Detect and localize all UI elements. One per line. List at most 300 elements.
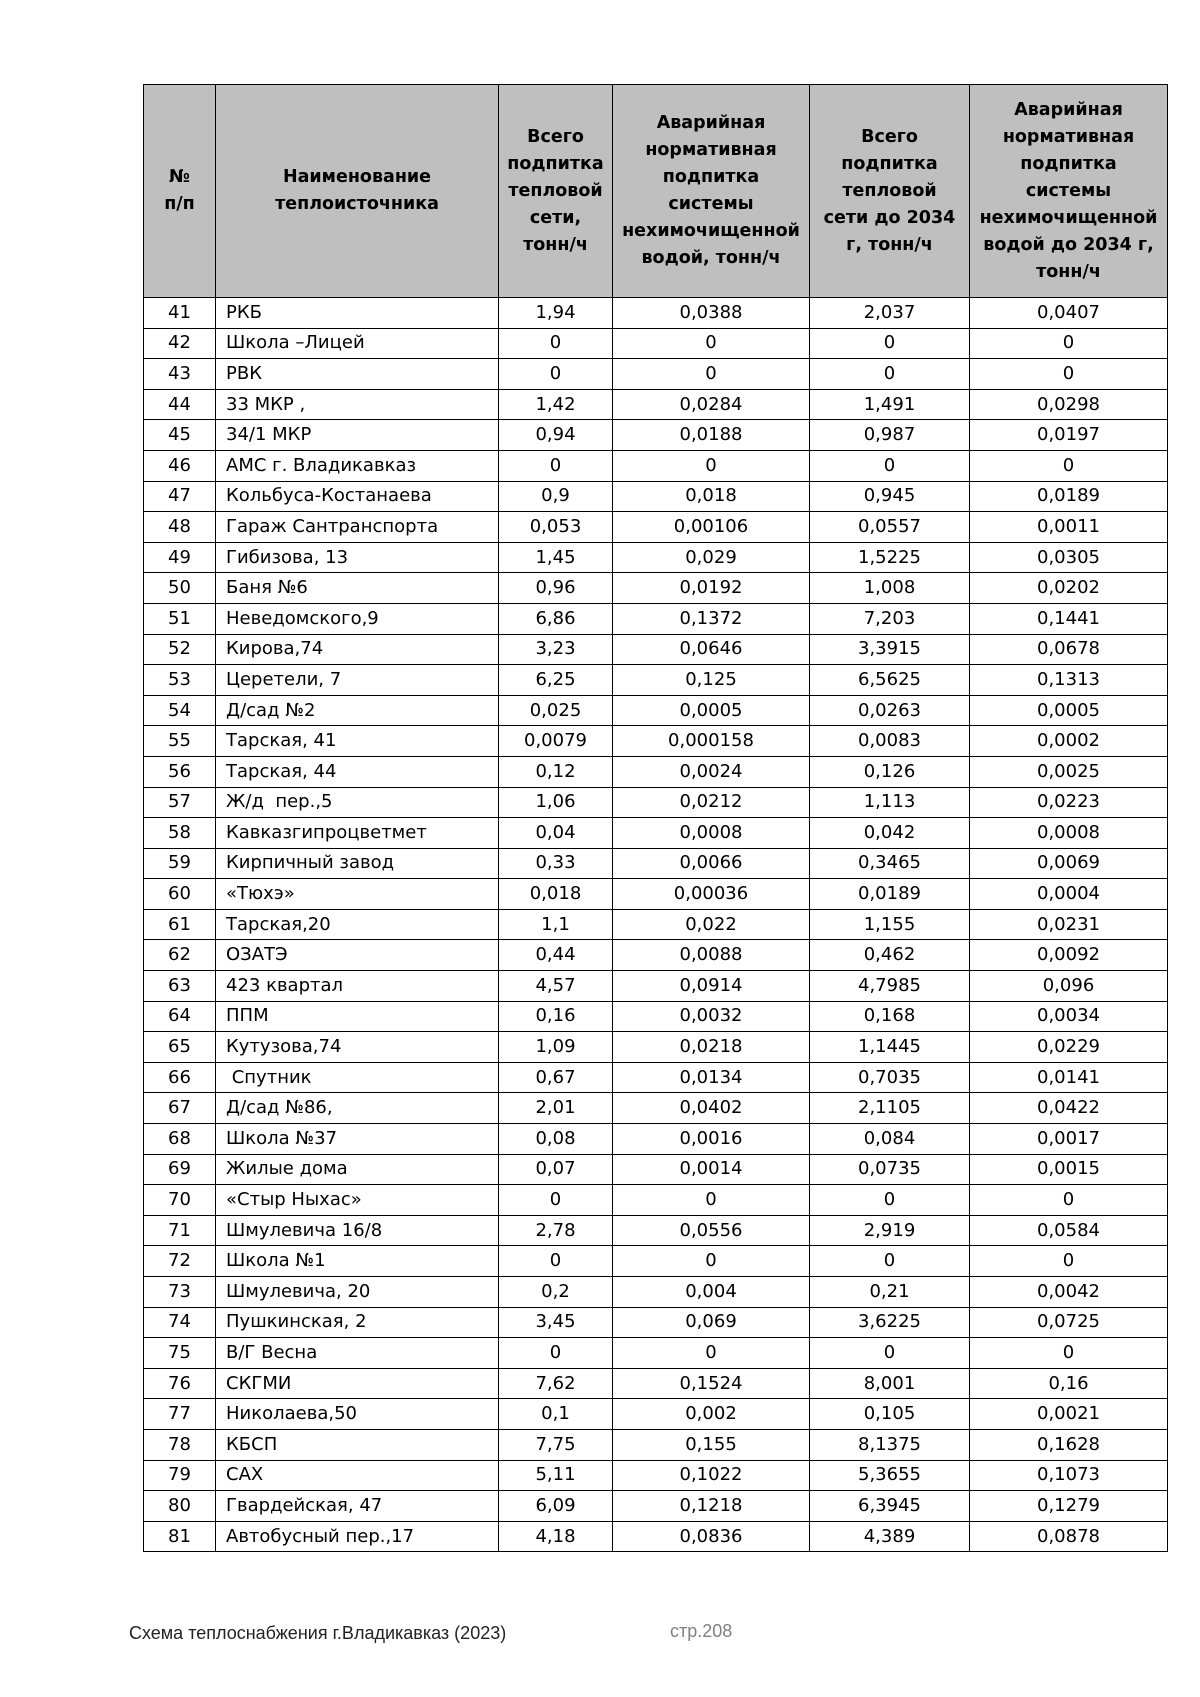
emergency-makeup-2034-cell: 0,1313 <box>970 665 1168 696</box>
emergency-makeup-2034-cell: 0,0197 <box>970 420 1168 451</box>
row-number-cell: 72 <box>144 1246 216 1277</box>
source-name-cell: Жилые дома <box>216 1154 499 1185</box>
total-makeup-cell: 0,96 <box>499 573 613 604</box>
emergency-makeup-2034-cell: 0,0042 <box>970 1277 1168 1308</box>
emergency-makeup-cell: 0 <box>613 450 810 481</box>
emergency-makeup-2034-cell: 0,0725 <box>970 1307 1168 1338</box>
emergency-makeup-cell: 0,0014 <box>613 1154 810 1185</box>
header-label: Всего подпитка тепловой сети, тонн/ч <box>507 126 604 255</box>
emergency-makeup-2034-cell: 0,0017 <box>970 1124 1168 1155</box>
total-makeup-cell: 1,09 <box>499 1032 613 1063</box>
source-name-cell: Кирпичный завод <box>216 848 499 879</box>
emergency-makeup-2034-cell: 0,0422 <box>970 1093 1168 1124</box>
table-header <box>144 85 1168 298</box>
emergency-makeup-cell: 0 <box>613 1246 810 1277</box>
total-makeup-2034-cell: 0,0189 <box>810 879 970 910</box>
footer-document-title: Схема теплоснабжения г.Владикавказ (2023) <box>129 1623 507 1643</box>
table-row <box>144 1307 1168 1338</box>
table-row <box>144 573 1168 604</box>
table-row <box>144 1124 1168 1155</box>
source-name-cell: Баня №6 <box>216 573 499 604</box>
row-number-cell: 71 <box>144 1215 216 1246</box>
source-name-cell: СКГМИ <box>216 1368 499 1399</box>
total-makeup-2034-cell: 0 <box>810 328 970 359</box>
header-cell-total-makeup <box>499 85 613 298</box>
row-number-cell: 50 <box>144 573 216 604</box>
emergency-makeup-2034-cell: 0,0011 <box>970 512 1168 543</box>
emergency-makeup-cell: 0,0402 <box>613 1093 810 1124</box>
total-makeup-2034-cell: 0 <box>810 450 970 481</box>
table-row <box>144 450 1168 481</box>
source-name-cell: ОЗАТЭ <box>216 940 499 971</box>
table-row <box>144 1032 1168 1063</box>
table-row <box>144 512 1168 543</box>
emergency-makeup-cell: 0,155 <box>613 1429 810 1460</box>
total-makeup-2034-cell: 0,0735 <box>810 1154 970 1185</box>
total-makeup-cell: 0 <box>499 1246 613 1277</box>
total-makeup-cell: 0,2 <box>499 1277 613 1308</box>
emergency-makeup-2034-cell: 0,0004 <box>970 879 1168 910</box>
header-label: Аварийная нормативная подпитка системы нехимочищенной водой, тонн/ч <box>622 113 800 268</box>
source-name-cell: «Тюхэ» <box>216 879 499 910</box>
table-row <box>144 971 1168 1002</box>
total-makeup-2034-cell: 0,042 <box>810 818 970 849</box>
emergency-makeup-2034-cell: 0 <box>970 1338 1168 1369</box>
emergency-makeup-cell: 0,1218 <box>613 1491 810 1522</box>
row-number-cell: 56 <box>144 756 216 787</box>
table-row <box>144 298 1168 329</box>
total-makeup-cell: 7,75 <box>499 1429 613 1460</box>
table-row <box>144 940 1168 971</box>
row-number-cell: 64 <box>144 1001 216 1032</box>
total-makeup-cell: 0 <box>499 1185 613 1216</box>
total-makeup-2034-cell: 1,155 <box>810 909 970 940</box>
total-makeup-cell: 0,12 <box>499 756 613 787</box>
table-row <box>144 1215 1168 1246</box>
total-makeup-2034-cell: 0,462 <box>810 940 970 971</box>
source-name-cell: Д/сад №86, <box>216 1093 499 1124</box>
emergency-makeup-2034-cell: 0,1279 <box>970 1491 1168 1522</box>
emergency-makeup-cell: 0,0192 <box>613 573 810 604</box>
row-number-cell: 68 <box>144 1124 216 1155</box>
emergency-makeup-cell: 0,0836 <box>613 1521 810 1552</box>
source-name-cell: Шмулевича 16/8 <box>216 1215 499 1246</box>
emergency-makeup-cell: 0,029 <box>613 542 810 573</box>
table-row <box>144 1368 1168 1399</box>
table-row <box>144 665 1168 696</box>
emergency-makeup-2034-cell: 0 <box>970 328 1168 359</box>
emergency-makeup-2034-cell: 0,0407 <box>970 298 1168 329</box>
emergency-makeup-cell: 0,0016 <box>613 1124 810 1155</box>
total-makeup-2034-cell: 1,008 <box>810 573 970 604</box>
source-name-cell: Гараж Сантранспорта <box>216 512 499 543</box>
total-makeup-2034-cell: 1,491 <box>810 389 970 420</box>
heat-source-table <box>143 84 1168 1552</box>
emergency-makeup-cell: 0,0005 <box>613 695 810 726</box>
table-row <box>144 481 1168 512</box>
emergency-makeup-2034-cell: 0,0223 <box>970 787 1168 818</box>
table-row <box>144 603 1168 634</box>
total-makeup-cell: 4,57 <box>499 971 613 1002</box>
table-row <box>144 389 1168 420</box>
emergency-makeup-2034-cell: 0,0069 <box>970 848 1168 879</box>
table-row <box>144 1093 1168 1124</box>
emergency-makeup-cell: 0,0212 <box>613 787 810 818</box>
table-row <box>144 1001 1168 1032</box>
emergency-makeup-cell: 0,1022 <box>613 1460 810 1491</box>
total-makeup-2034-cell: 0,168 <box>810 1001 970 1032</box>
row-number-cell: 57 <box>144 787 216 818</box>
total-makeup-2034-cell: 4,7985 <box>810 971 970 1002</box>
source-name-cell: Школа №37 <box>216 1124 499 1155</box>
source-name-cell: Церетели, 7 <box>216 665 499 696</box>
emergency-makeup-2034-cell: 0,096 <box>970 971 1168 1002</box>
header-cell-name <box>216 85 499 298</box>
table-row <box>144 1491 1168 1522</box>
row-number-cell: 67 <box>144 1093 216 1124</box>
total-makeup-cell: 0,04 <box>499 818 613 849</box>
emergency-makeup-2034-cell: 0,1073 <box>970 1460 1168 1491</box>
total-makeup-cell: 0,1 <box>499 1399 613 1430</box>
total-makeup-2034-cell: 2,037 <box>810 298 970 329</box>
source-name-cell: Тарская, 41 <box>216 726 499 757</box>
row-number-cell: 78 <box>144 1429 216 1460</box>
emergency-makeup-2034-cell: 0,16 <box>970 1368 1168 1399</box>
total-makeup-2034-cell: 0,0083 <box>810 726 970 757</box>
row-number-cell: 49 <box>144 542 216 573</box>
table-row <box>144 726 1168 757</box>
row-number-cell: 51 <box>144 603 216 634</box>
source-name-cell: 423 квартал <box>216 971 499 1002</box>
row-number-cell: 58 <box>144 818 216 849</box>
emergency-makeup-cell: 0,0388 <box>613 298 810 329</box>
emergency-makeup-2034-cell: 0,0878 <box>970 1521 1168 1552</box>
total-makeup-cell: 2,78 <box>499 1215 613 1246</box>
table-row <box>144 756 1168 787</box>
emergency-makeup-cell: 0,1524 <box>613 1368 810 1399</box>
total-makeup-cell: 0 <box>499 450 613 481</box>
total-makeup-2034-cell: 0 <box>810 1185 970 1216</box>
emergency-makeup-2034-cell: 0 <box>970 1246 1168 1277</box>
source-name-cell: 34/1 МКР <box>216 420 499 451</box>
emergency-makeup-2034-cell: 0 <box>970 1185 1168 1216</box>
source-name-cell: САХ <box>216 1460 499 1491</box>
total-makeup-cell: 1,06 <box>499 787 613 818</box>
emergency-makeup-cell: 0,00036 <box>613 879 810 910</box>
header-label: Наименование теплоисточника <box>275 167 439 214</box>
emergency-makeup-cell: 0,0024 <box>613 756 810 787</box>
table-row <box>144 542 1168 573</box>
row-number-cell: 65 <box>144 1032 216 1063</box>
total-makeup-cell: 0,67 <box>499 1062 613 1093</box>
row-number-cell: 70 <box>144 1185 216 1216</box>
table-row <box>144 1154 1168 1185</box>
total-makeup-cell: 6,86 <box>499 603 613 634</box>
emergency-makeup-2034-cell: 0 <box>970 359 1168 390</box>
source-name-cell: Кирова,74 <box>216 634 499 665</box>
source-name-cell: ППМ <box>216 1001 499 1032</box>
source-name-cell: «Стыр Ныхас» <box>216 1185 499 1216</box>
total-makeup-cell: 0 <box>499 359 613 390</box>
total-makeup-cell: 0,94 <box>499 420 613 451</box>
source-name-cell: Автобусный пер.,17 <box>216 1521 499 1552</box>
emergency-makeup-2034-cell: 0,0025 <box>970 756 1168 787</box>
source-name-cell: КБСП <box>216 1429 499 1460</box>
emergency-makeup-2034-cell: 0,0584 <box>970 1215 1168 1246</box>
emergency-makeup-cell: 0,0008 <box>613 818 810 849</box>
source-name-cell: Кольбуса-Костанаева <box>216 481 499 512</box>
header-cell-emergency-makeup-2034 <box>970 85 1168 298</box>
source-name-cell: АМС г. Владикавказ <box>216 450 499 481</box>
source-name-cell: РКБ <box>216 298 499 329</box>
table-row <box>144 1338 1168 1369</box>
total-makeup-cell: 0,018 <box>499 879 613 910</box>
table-row <box>144 328 1168 359</box>
header-label: Всего подпитка тепловой сети до 2034 г, тонн/ч <box>823 126 956 255</box>
table-row <box>144 695 1168 726</box>
header-label: № п/п <box>164 167 195 214</box>
total-makeup-2034-cell: 2,1105 <box>810 1093 970 1124</box>
total-makeup-2034-cell: 8,001 <box>810 1368 970 1399</box>
total-makeup-cell: 0,07 <box>499 1154 613 1185</box>
row-number-cell: 81 <box>144 1521 216 1552</box>
row-number-cell: 75 <box>144 1338 216 1369</box>
emergency-makeup-2034-cell: 0,0005 <box>970 695 1168 726</box>
source-name-cell: Гвардейская, 47 <box>216 1491 499 1522</box>
emergency-makeup-cell: 0,0134 <box>613 1062 810 1093</box>
table-row <box>144 1185 1168 1216</box>
emergency-makeup-2034-cell: 0,0305 <box>970 542 1168 573</box>
total-makeup-cell: 0,08 <box>499 1124 613 1155</box>
total-makeup-cell: 0,025 <box>499 695 613 726</box>
emergency-makeup-2034-cell: 0,0229 <box>970 1032 1168 1063</box>
table-row <box>144 909 1168 940</box>
total-makeup-2034-cell: 0 <box>810 1338 970 1369</box>
emergency-makeup-cell: 0,0032 <box>613 1001 810 1032</box>
total-makeup-cell: 4,18 <box>499 1521 613 1552</box>
total-makeup-cell: 0,44 <box>499 940 613 971</box>
source-name-cell: Школа №1 <box>216 1246 499 1277</box>
table-row <box>144 1277 1168 1308</box>
emergency-makeup-2034-cell: 0,0034 <box>970 1001 1168 1032</box>
total-makeup-2034-cell: 0,105 <box>810 1399 970 1430</box>
total-makeup-2034-cell: 6,5625 <box>810 665 970 696</box>
row-number-cell: 66 <box>144 1062 216 1093</box>
source-name-cell: Пушкинская, 2 <box>216 1307 499 1338</box>
emergency-makeup-2034-cell: 0,0092 <box>970 940 1168 971</box>
total-makeup-cell: 0,053 <box>499 512 613 543</box>
table-row <box>144 359 1168 390</box>
table-row <box>144 634 1168 665</box>
row-number-cell: 60 <box>144 879 216 910</box>
total-makeup-2034-cell: 0,7035 <box>810 1062 970 1093</box>
header-row <box>144 85 1168 298</box>
emergency-makeup-2034-cell: 0,0141 <box>970 1062 1168 1093</box>
total-makeup-2034-cell: 0,3465 <box>810 848 970 879</box>
total-makeup-cell: 6,09 <box>499 1491 613 1522</box>
emergency-makeup-cell: 0 <box>613 359 810 390</box>
total-makeup-cell: 1,45 <box>499 542 613 573</box>
emergency-makeup-cell: 0,1372 <box>613 603 810 634</box>
emergency-makeup-cell: 0,002 <box>613 1399 810 1430</box>
row-number-cell: 55 <box>144 726 216 757</box>
row-number-cell: 63 <box>144 971 216 1002</box>
row-number-cell: 69 <box>144 1154 216 1185</box>
emergency-makeup-2034-cell: 0,0002 <box>970 726 1168 757</box>
total-makeup-cell: 3,23 <box>499 634 613 665</box>
emergency-makeup-2034-cell: 0,1441 <box>970 603 1168 634</box>
total-makeup-2034-cell: 3,3915 <box>810 634 970 665</box>
source-name-cell: Д/сад №2 <box>216 695 499 726</box>
row-number-cell: 73 <box>144 1277 216 1308</box>
total-makeup-2034-cell: 7,203 <box>810 603 970 634</box>
row-number-cell: 44 <box>144 389 216 420</box>
source-name-cell: Кавказгипроцветмет <box>216 818 499 849</box>
emergency-makeup-cell: 0,018 <box>613 481 810 512</box>
total-makeup-cell: 0,0079 <box>499 726 613 757</box>
total-makeup-2034-cell: 0 <box>810 1246 970 1277</box>
source-name-cell: РВК <box>216 359 499 390</box>
total-makeup-cell: 1,1 <box>499 909 613 940</box>
emergency-makeup-2034-cell: 0,1628 <box>970 1429 1168 1460</box>
source-name-cell: Кутузова,74 <box>216 1032 499 1063</box>
table-row <box>144 1246 1168 1277</box>
header-cell-number <box>144 85 216 298</box>
total-makeup-2034-cell: 0,987 <box>810 420 970 451</box>
row-number-cell: 48 <box>144 512 216 543</box>
table-row <box>144 1429 1168 1460</box>
emergency-makeup-cell: 0 <box>613 328 810 359</box>
emergency-makeup-2034-cell: 0,0189 <box>970 481 1168 512</box>
total-makeup-cell: 7,62 <box>499 1368 613 1399</box>
row-number-cell: 41 <box>144 298 216 329</box>
source-name-cell: Гибизова, 13 <box>216 542 499 573</box>
table-body <box>144 298 1168 1552</box>
total-makeup-2034-cell: 2,919 <box>810 1215 970 1246</box>
emergency-makeup-cell: 0,0646 <box>613 634 810 665</box>
emergency-makeup-cell: 0,0284 <box>613 389 810 420</box>
emergency-makeup-cell: 0,004 <box>613 1277 810 1308</box>
table-row <box>144 1062 1168 1093</box>
total-makeup-cell: 0,16 <box>499 1001 613 1032</box>
row-number-cell: 59 <box>144 848 216 879</box>
source-name-cell: Шмулевича, 20 <box>216 1277 499 1308</box>
total-makeup-2034-cell: 4,389 <box>810 1521 970 1552</box>
table-row <box>144 420 1168 451</box>
total-makeup-2034-cell: 0,0263 <box>810 695 970 726</box>
emergency-makeup-2034-cell: 0,0678 <box>970 634 1168 665</box>
emergency-makeup-cell: 0,022 <box>613 909 810 940</box>
emergency-makeup-cell: 0,069 <box>613 1307 810 1338</box>
total-makeup-2034-cell: 3,6225 <box>810 1307 970 1338</box>
row-number-cell: 53 <box>144 665 216 696</box>
total-makeup-2034-cell: 0,945 <box>810 481 970 512</box>
total-makeup-2034-cell: 0 <box>810 359 970 390</box>
total-makeup-2034-cell: 6,3945 <box>810 1491 970 1522</box>
total-makeup-cell: 3,45 <box>499 1307 613 1338</box>
total-makeup-cell: 1,42 <box>499 389 613 420</box>
emergency-makeup-cell: 0 <box>613 1338 810 1369</box>
total-makeup-cell: 6,25 <box>499 665 613 696</box>
total-makeup-cell: 1,94 <box>499 298 613 329</box>
emergency-makeup-2034-cell: 0,0015 <box>970 1154 1168 1185</box>
total-makeup-2034-cell: 0,21 <box>810 1277 970 1308</box>
table-row <box>144 879 1168 910</box>
row-number-cell: 77 <box>144 1399 216 1430</box>
emergency-makeup-cell: 0,0556 <box>613 1215 810 1246</box>
total-makeup-2034-cell: 0,0557 <box>810 512 970 543</box>
table-row <box>144 1521 1168 1552</box>
source-name-cell: Спутник <box>216 1062 499 1093</box>
row-number-cell: 45 <box>144 420 216 451</box>
emergency-makeup-cell: 0,000158 <box>613 726 810 757</box>
header-cell-total-makeup-2034 <box>810 85 970 298</box>
total-makeup-cell: 0 <box>499 328 613 359</box>
row-number-cell: 79 <box>144 1460 216 1491</box>
table-row <box>144 1460 1168 1491</box>
row-number-cell: 80 <box>144 1491 216 1522</box>
source-name-cell: Тарская, 44 <box>216 756 499 787</box>
total-makeup-cell: 0 <box>499 1338 613 1369</box>
row-number-cell: 42 <box>144 328 216 359</box>
emergency-makeup-2034-cell: 0,0202 <box>970 573 1168 604</box>
total-makeup-2034-cell: 5,3655 <box>810 1460 970 1491</box>
table-row <box>144 818 1168 849</box>
row-number-cell: 76 <box>144 1368 216 1399</box>
emergency-makeup-cell: 0,0066 <box>613 848 810 879</box>
emergency-makeup-cell: 0 <box>613 1185 810 1216</box>
source-name-cell: В/Г Весна <box>216 1338 499 1369</box>
emergency-makeup-2034-cell: 0 <box>970 450 1168 481</box>
total-makeup-cell: 5,11 <box>499 1460 613 1491</box>
row-number-cell: 62 <box>144 940 216 971</box>
table-row <box>144 787 1168 818</box>
total-makeup-2034-cell: 8,1375 <box>810 1429 970 1460</box>
row-number-cell: 54 <box>144 695 216 726</box>
table-row <box>144 848 1168 879</box>
source-name-cell: Школа –Лицей <box>216 328 499 359</box>
emergency-makeup-cell: 0,0188 <box>613 420 810 451</box>
emergency-makeup-cell: 0,0088 <box>613 940 810 971</box>
emergency-makeup-2034-cell: 0,0008 <box>970 818 1168 849</box>
row-number-cell: 46 <box>144 450 216 481</box>
row-number-cell: 74 <box>144 1307 216 1338</box>
total-makeup-2034-cell: 1,1445 <box>810 1032 970 1063</box>
row-number-cell: 43 <box>144 359 216 390</box>
header-cell-emergency-makeup <box>613 85 810 298</box>
emergency-makeup-2034-cell: 0,0298 <box>970 389 1168 420</box>
total-makeup-2034-cell: 0,084 <box>810 1124 970 1155</box>
total-makeup-cell: 0,9 <box>499 481 613 512</box>
row-number-cell: 52 <box>144 634 216 665</box>
emergency-makeup-cell: 0,0218 <box>613 1032 810 1063</box>
table-row <box>144 1399 1168 1430</box>
total-makeup-2034-cell: 1,113 <box>810 787 970 818</box>
source-name-cell: Тарская,20 <box>216 909 499 940</box>
row-number-cell: 61 <box>144 909 216 940</box>
source-name-cell: 33 МКР , <box>216 389 499 420</box>
emergency-makeup-2034-cell: 0,0231 <box>970 909 1168 940</box>
emergency-makeup-cell: 0,125 <box>613 665 810 696</box>
total-makeup-2034-cell: 0,126 <box>810 756 970 787</box>
header-label: Аварийная нормативная подпитка системы нехимочищенной водой до 2034 г, тонн/ч <box>979 99 1158 282</box>
total-makeup-cell: 2,01 <box>499 1093 613 1124</box>
emergency-makeup-2034-cell: 0,0021 <box>970 1399 1168 1430</box>
source-name-cell: Николаева,50 <box>216 1399 499 1430</box>
row-number-cell: 47 <box>144 481 216 512</box>
source-name-cell: Ж/д пер.,5 <box>216 787 499 818</box>
source-name-cell: Неведомского,9 <box>216 603 499 634</box>
